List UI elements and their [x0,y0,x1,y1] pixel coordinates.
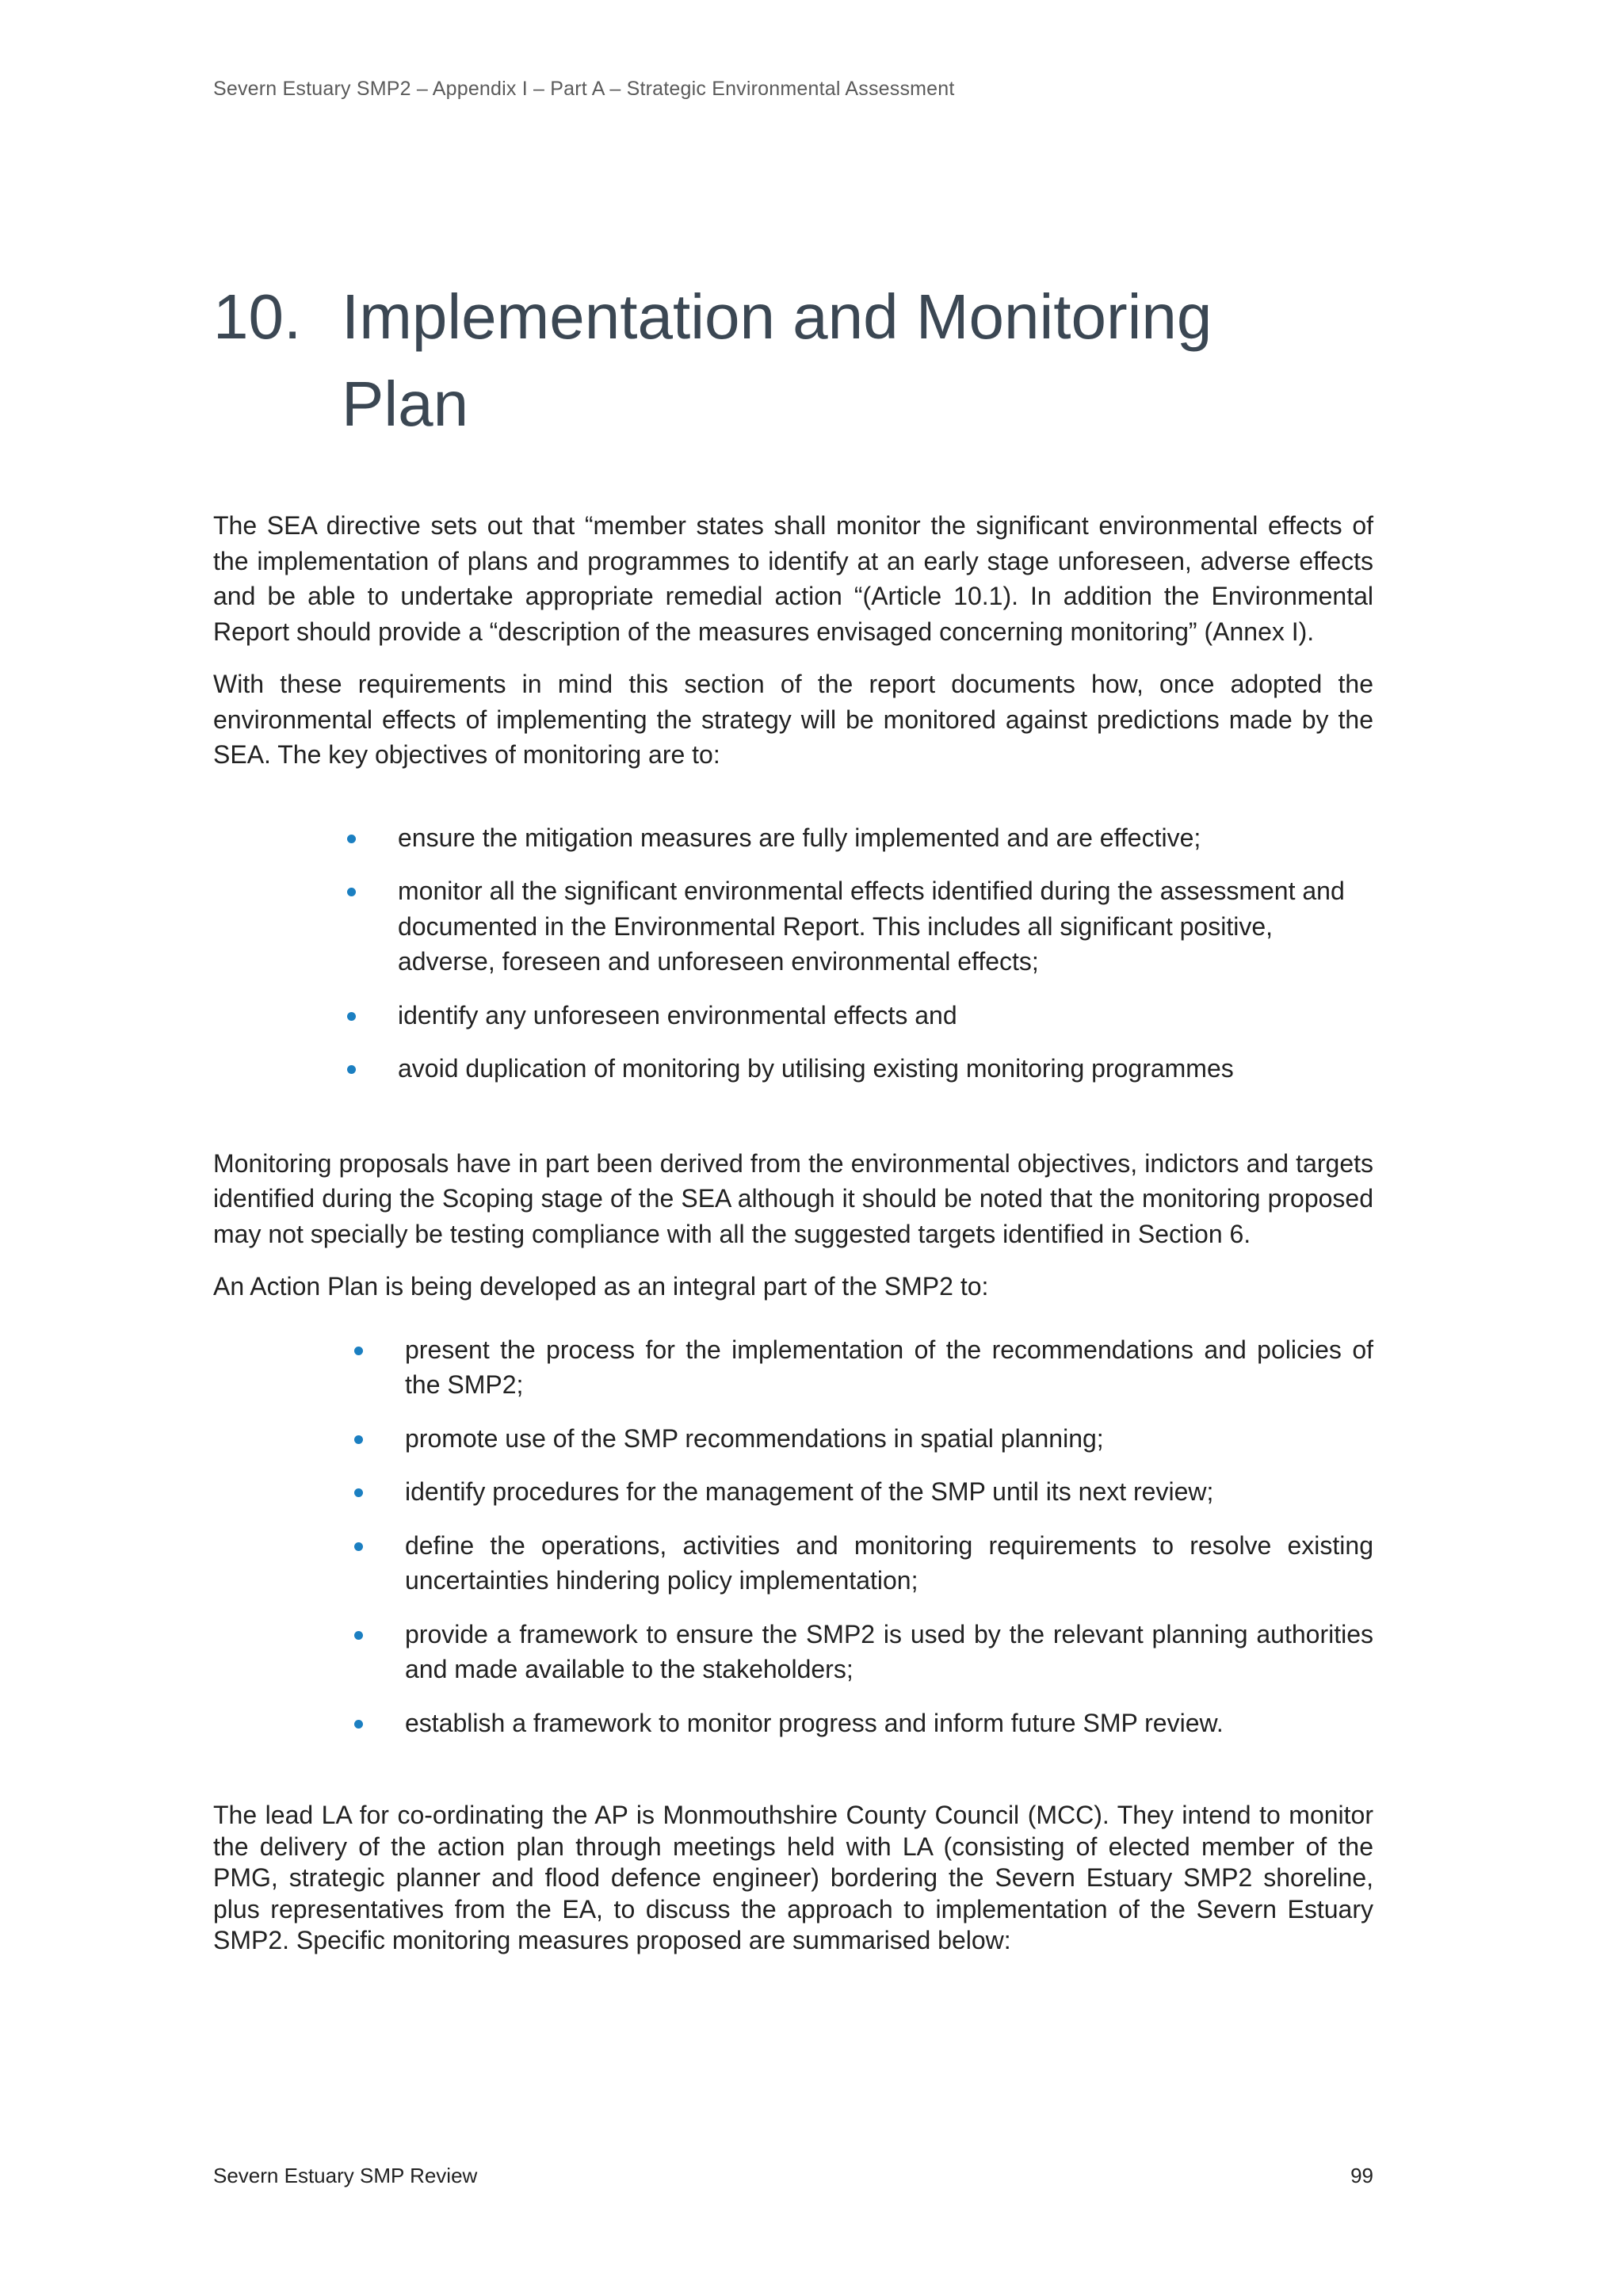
bullet-icon [354,1542,363,1551]
page-number: 99 [1350,2164,1373,2187]
list-item-text: identify any unforeseen environmental effects and [398,1000,957,1030]
list-item [398,820,1373,856]
list-item-text: promote use of the SMP recommendations in spatial planning; [405,1423,1104,1453]
bullet-icon [347,835,356,843]
list-item [398,998,1373,1033]
chapter-number: 10. [213,281,302,352]
bullet-icon [354,1488,363,1497]
bullet-icon [347,888,356,896]
list-item-text: define the operations, activities and monitoring requirements to resolve existing uncertainties hindering policy implementation; [405,1530,1373,1595]
running-header: Severn Estuary SMP2 – Appendix I – Part A – Strategic Environmental Assessment [213,78,955,100]
action-plan-list [213,1332,1373,1741]
paragraph-sea-directive: The SEA directive sets out that “member states shall monitor the significant environmental effects of the implementation of plans and programmes to identify at an early stage unforeseen, adverse effects and be able to undertake appropriate remedial action “(Article 10.1). In addition the Environmental Report should provide a “description of the measures envisaged concerning monitoring” (Annex I). [213,511,1373,646]
list-item-text: identify procedures for the management of the SMP until its next review; [405,1477,1214,1506]
list-item [405,1474,1373,1510]
chapter-title [213,273,1402,448]
list-item-text: ensure the mitigation measures are fully implemented and are effective; [398,823,1201,852]
list-item-text: avoid duplication of monitoring by utilising existing monitoring programmes [398,1054,1234,1083]
bullet-icon [354,1720,363,1729]
list-item-text: provide a framework to ensure the SMP2 is used by the relevant planning authorities and made available to the stakeholders; [405,1619,1373,1683]
bullet-icon [354,1435,363,1444]
paragraph-lead-la: The lead LA for co-ordinating the AP is Monmouthshire County Council (MCC). They intend to monitor the delivery of the action plan through meetings held with LA (consisting of elected member of the PMG, strategic planner and flood defence engineer) bordering the Severn Estuary SMP2 shoreline, plus representatives from the EA, to discuss the approach to implementation of the Severn Estuary SMP2. Specific monitoring measures proposed are summarised below: [213,1801,1373,1954]
chapter-title-text: Implementation and Monitoring Plan [342,281,1212,439]
list-item-text: present the process for the implementation of the recommendations and policies of the SMP2; [405,1335,1373,1399]
list-item-text: monitor all the significant environmental effects identified during the assessment and documented in the Environmental Report. This includes all significant positive, adverse, foreseen and unforeseen environmental effects; [398,877,1345,976]
objectives-list [213,820,1373,1087]
list-item [405,1528,1373,1599]
list-item [398,873,1373,980]
list-item [405,1617,1373,1687]
footer-document-name: Severn Estuary SMP Review [213,2164,478,2187]
list-item [405,1332,1373,1403]
bullet-icon [354,1631,363,1640]
bullet-icon [354,1347,363,1355]
body-content [213,508,1373,1974]
paragraph-action-plan-intro: An Action Plan is being developed as an integral part of the SMP2 to: [213,1272,989,1301]
paragraph-requirements: With these requirements in mind this section of the report documents how, once adopted the environmental effects of implementing the strategy will be monitored against predictions made by the SEA. The key objectives of monitoring are to: [213,670,1373,769]
bullet-icon [347,1065,356,1074]
list-item [398,1051,1373,1087]
list-item [405,1706,1373,1741]
paragraph-monitoring-proposals: Monitoring proposals have in part been derived from the environmental objectives, indictors and targets identified during the Scoping stage of the SEA although it should be noted that the monitoring proposed may not specially be testing compliance with all the suggested targets identified in Section 6. [213,1148,1373,1248]
list-item-text: establish a framework to monitor progress and inform future SMP review. [405,1708,1224,1737]
bullet-icon [347,1012,356,1021]
list-item [405,1421,1373,1457]
